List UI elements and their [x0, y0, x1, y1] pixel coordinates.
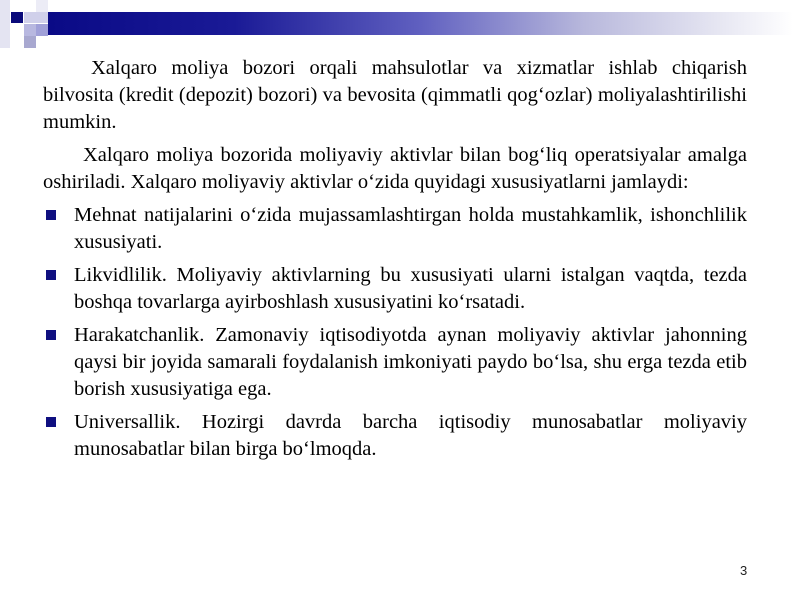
decor-square [36, 24, 48, 36]
list-item [43, 262, 747, 316]
decor-square-dark [11, 12, 23, 23]
square-bullet-icon [46, 210, 56, 220]
list-item [43, 202, 747, 256]
paragraph-intro: Xalqaro moliya bozori orqali mahsulotlar va xizmatlar ishlab chiqarish bilvosita (kredit (depozit) bozori) va bevosita (qimmatli qog‘ozlar) moliyalashtirilishi mumkin. [43, 57, 747, 133]
list-item [43, 409, 747, 463]
slide-body [43, 55, 747, 469]
list-item-text: Universallik. Hozirgi davrda barcha iqtisodiy munosabatlar moliyaviy munosabatlar bilan birga bo‘lmoqda. [74, 411, 747, 460]
decor-square [36, 0, 48, 12]
list-item-text: Harakatchanlik. Zamonaviy iqtisodiyotda aynan moliyaviy aktivlar jahonning qaysi bir joyida samarali foydalanish imkoniyati paydo bo‘lsa, shu erga tezda etib borish xususiyatiga ega. [74, 324, 747, 400]
decor-square [0, 0, 10, 48]
properties-list [43, 202, 747, 463]
decor-square [24, 36, 36, 48]
square-bullet-icon [46, 270, 56, 280]
decor-square [24, 24, 36, 36]
page-number: 3 [740, 563, 748, 578]
decor-square [24, 12, 48, 23]
square-bullet-icon [46, 330, 56, 340]
gradient-title-bar [48, 12, 793, 35]
paragraph-assets: Xalqaro moliya bozorida moliyaviy aktivlar bilan bog‘liq operatsiyalar amalga oshiriladi. Xalqaro moliyaviy aktivlar o‘zida quyidagi xususiyatlarni jamlaydi: [43, 144, 747, 193]
list-item-text: Mehnat natijalarini o‘zida mujassamlashtirgan holda mustahkamlik, ishonchlilik xususiyati. [74, 204, 747, 253]
square-bullet-icon [46, 417, 56, 427]
list-item [43, 322, 747, 403]
list-item-text: Likvidlilik. Moliyaviy aktivlarning bu xususiyati ularni istalgan vaqtda, tezda boshqa tovarlarga ayirboshlash xususiyatini ko‘rsatadi. [74, 264, 747, 313]
